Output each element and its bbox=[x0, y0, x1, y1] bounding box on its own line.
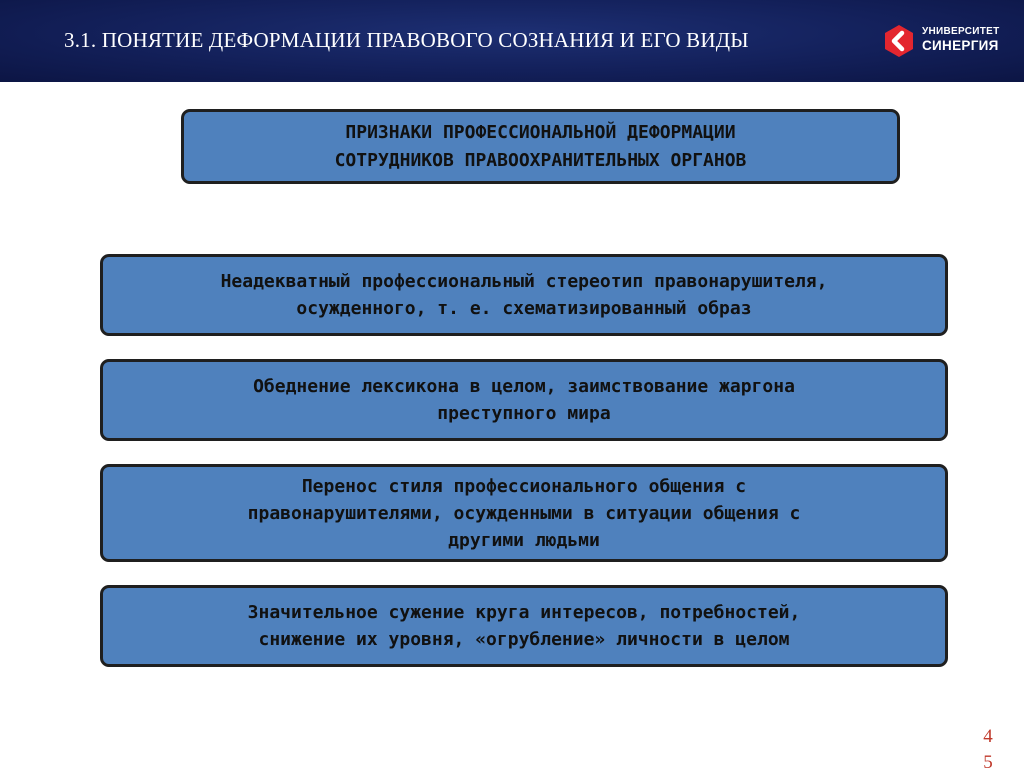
sign-box-interests bbox=[100, 585, 948, 667]
logo-line-1: УНИВЕРСИТЕТ bbox=[922, 26, 1000, 37]
sign-text-line: Неадекватный профессиональный стереотип правонарушителя, bbox=[220, 271, 828, 292]
sign-text-line: другими людьми bbox=[448, 529, 600, 551]
university-logo bbox=[882, 24, 1012, 60]
page-number-digit: 5 bbox=[983, 752, 993, 773]
synergy-logo-icon bbox=[882, 24, 916, 58]
logo-text bbox=[922, 27, 1000, 53]
slide-header bbox=[0, 0, 1024, 82]
sign-text-line: преступного мира bbox=[437, 403, 611, 424]
sign-text-line: Обеднение лексикона в целом, заимствование жаргона bbox=[253, 376, 795, 397]
page-number bbox=[976, 724, 1000, 776]
main-heading-line: СОТРУДНИКОВ ПРАВООХРАНИТЕЛЬНЫХ ОРГАНОВ bbox=[334, 149, 747, 171]
sign-text-line: Значительное сужение круга интересов, потребностей, bbox=[247, 602, 801, 623]
main-heading-line: ПРИЗНАКИ ПРОФЕССИОНАЛЬНОЙ ДЕФОРМАЦИИ bbox=[345, 121, 736, 143]
page-number-digit: 4 bbox=[983, 726, 993, 747]
logo-line-2: СИНЕРГИЯ bbox=[922, 38, 999, 53]
slide-title: 3.1. ПОНЯТИЕ ДЕФОРМАЦИИ ПРАВОВОГО СОЗНАНИЯ И ЕГО ВИДЫ bbox=[64, 28, 749, 52]
sign-box-vocabulary bbox=[100, 359, 948, 441]
sign-text-line: снижение их уровня, «огрубление» личности в целом bbox=[258, 629, 790, 650]
sign-text-line: Перенос стиля профессионального общения с bbox=[301, 475, 747, 497]
sign-box-stereotype bbox=[100, 254, 948, 336]
sign-text-line: правонарушителями, осужденными в ситуации общения с bbox=[247, 502, 801, 524]
sign-text-line: осужденного, т. е. схематизированный образ bbox=[296, 298, 752, 319]
sign-box-communication-style bbox=[100, 464, 948, 562]
main-heading-box bbox=[181, 109, 900, 184]
